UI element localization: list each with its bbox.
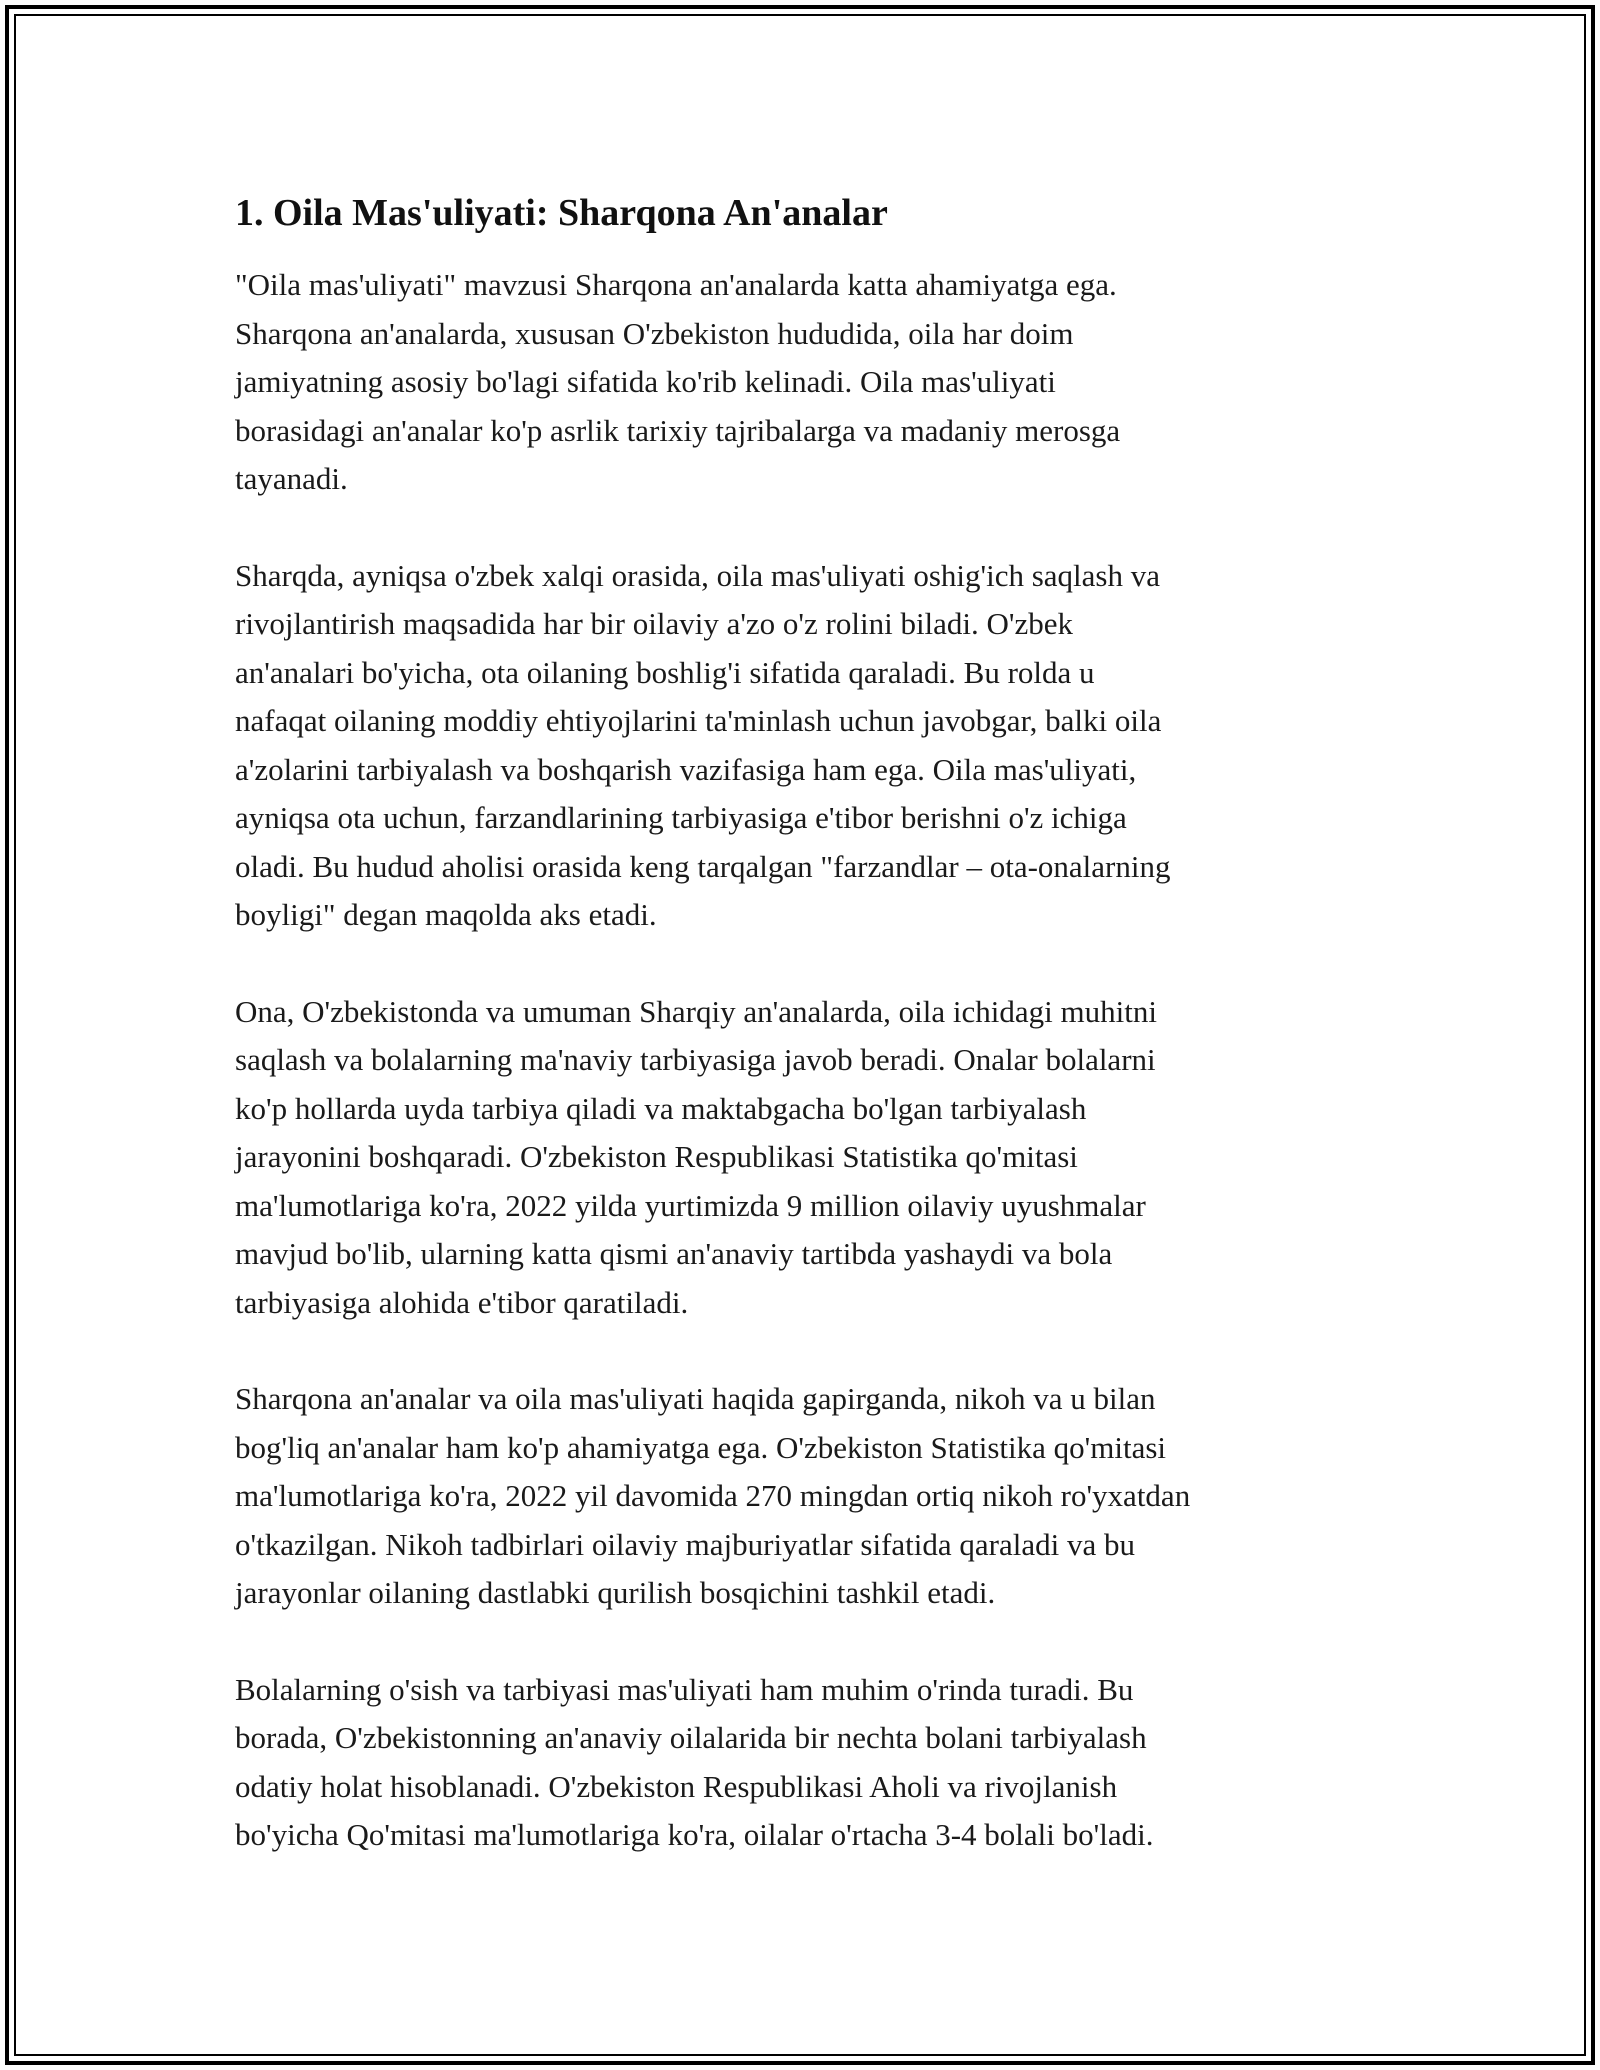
section-heading: 1. Oila Mas'uliyati: Sharqona An'analar bbox=[235, 192, 888, 234]
paragraph-5 bbox=[235, 1666, 1385, 1860]
text-line: boyligi" degan maqolda aks etadi. bbox=[235, 897, 657, 932]
text-line: oladi. Bu hudud aholisi orasida keng tarqalgan "farzandlar – ota-onalarning bbox=[235, 848, 1171, 884]
text-line: Sharqona an'analarda, xususan O'zbekiston hududida, oila har doim bbox=[235, 315, 1074, 351]
text-line: ayniqsa ota uchun, farzandlarining tarbiyasiga e'tibor berishni o'z ichiga bbox=[235, 800, 1127, 835]
text-line: a'zolarini tarbiyalash va boshqarish vazifasiga ham ega. Oila mas'uliyati, bbox=[235, 751, 1137, 787]
text-line: o'tkazilgan. Nikoh tadbirlari oilaviy majburiyatlar sifatida qaraladi va bu bbox=[235, 1526, 1135, 1562]
text-line: Sharqona an'analar va oila mas'uliyati haqida gapirganda, nikoh va u bilan bbox=[235, 1381, 1156, 1416]
text-line: jarayonlar oilaning dastlabki qurilish bosqichini tashkil etadi. bbox=[235, 1575, 996, 1610]
text-line: Bolalarning o'sish va tarbiyasi mas'uliyati ham muhim o'rinda turadi. Bu bbox=[235, 1671, 1134, 1707]
text-line: bog'liq an'analar ham ko'p ahamiyatga ega. O'zbekiston Statistika qo'mitasi bbox=[235, 1429, 1166, 1465]
paragraph-3 bbox=[235, 988, 1385, 1328]
text-line: saqlash va bolalarning ma'naviy tarbiyasiga javob beradi. Onalar bolalarni bbox=[235, 1042, 1156, 1077]
paragraph-2 bbox=[235, 552, 1385, 940]
text-line: nafaqat oilaning moddiy ehtiyojlarini ta'minlash uchun javobgar, balki oila bbox=[235, 703, 1162, 738]
text-line: Sharqda, ayniqsa o'zbek xalqi orasida, oila mas'uliyati oshig'ich saqlash va bbox=[235, 557, 1161, 593]
paragraphs-container bbox=[235, 261, 1385, 1860]
text-line: jarayonini boshqaradi. O'zbekiston Respublikasi Statistika qo'mitasi bbox=[235, 1139, 1078, 1174]
text-line: tayanadi. bbox=[235, 461, 348, 496]
text-line: ma'lumotlariga ko'ra, 2022 yilda yurtimizda 9 million oilaviy uyushmalar bbox=[235, 1187, 1146, 1223]
text-line: "Oila mas'uliyati" mavzusi Sharqona an'analarda katta ahamiyatga ega. bbox=[235, 267, 1117, 302]
text-line: odatiy holat hisoblanadi. O'zbekiston Respublikasi Aholi va rivojlanish bbox=[235, 1768, 1118, 1804]
text-line: bo'yicha Qo'mitasi ma'lumotlariga ko'ra, oilalar o'rtacha 3-4 bolali bo'ladi. bbox=[235, 1817, 1154, 1852]
text-line: ma'lumotlariga ko'ra, 2022 yil davomida 270 mingdan ortiq nikoh ro'yxatdan bbox=[235, 1478, 1191, 1513]
paragraph-4 bbox=[235, 1375, 1385, 1618]
text-line: Ona, O'zbekistonda va umuman Sharqiy an'analarda, oila ichidagi muhitni bbox=[235, 993, 1157, 1029]
text-line: an'analari bo'yicha, ota oilaning boshlig'i sifatida qaraladi. Bu rolda u bbox=[235, 654, 1095, 690]
text-line: mavjud bo'lib, ularning katta qismi an'anaviy tartibda yashaydi va bola bbox=[235, 1236, 1113, 1271]
document-body bbox=[235, 185, 1385, 1908]
paragraph-1 bbox=[235, 261, 1385, 504]
text-line: jamiyatning asosiy bo'lagi sifatida ko'rib kelinadi. Oila mas'uliyati bbox=[235, 364, 1056, 399]
text-line: borada, O'zbekistonning an'anaviy oilalarida bir nechta bolani tarbiyalash bbox=[235, 1720, 1147, 1755]
text-line: borasidagi an'analar ko'p asrlik tarixiy tajribalarga va madaniy merosga bbox=[235, 412, 1121, 448]
text-line: rivojlantirish maqsadida har bir oilaviy a'zo o'z rolini biladi. O'zbek bbox=[235, 606, 1074, 641]
text-line: tarbiyasiga alohida e'tibor qaratiladi. bbox=[235, 1284, 689, 1320]
text-line: ko'p hollarda uyda tarbiya qiladi va maktabgacha bo'lgan tarbiyalash bbox=[235, 1090, 1087, 1126]
